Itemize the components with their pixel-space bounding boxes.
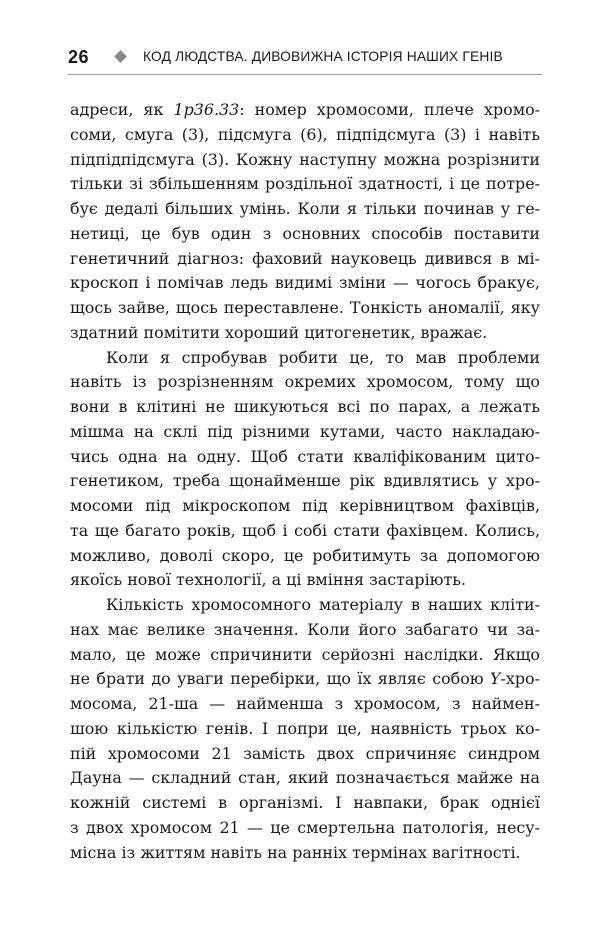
text-line: нах має велике значення. Коли його забагато чи за- [70,619,540,639]
text-line: бує дедалі більших умінь. Коли я тільки починав у ге- [70,199,540,218]
page-number: 26 [68,47,90,67]
text-line: здатний помітити хороший цитогенетик, вражає. [70,322,488,342]
text-line: Дауна — складний стан, який позначається майже на [70,768,540,788]
text-line: мішма на склі під різними кутами, часто накладаю- [70,421,540,441]
text-line: чись одна на одну. Щоб стати кваліфікованим цито- [70,446,540,466]
text-line: вони в клітині не шикуються всі по парах, а лежать [70,397,540,416]
body-text [70,98,540,865]
text-line: з двох хромосом 21 — це смертельна патологія, несу- [70,817,540,837]
text-line: генетиком, треба щонайменше рік вдивлятись у хро- [70,471,540,491]
text-line: щось зайве, щось переставлене. Тонкість аномалії, яку [70,298,540,317]
text-line: не брати до уваги перебірки, що їх являє собою Y-хро- [70,669,540,689]
paragraph [70,593,540,865]
text-line: можливо, доволі скоро, це робитимуть за допомогою [70,545,540,565]
text-line: тільки зі збільшенням роздільної здатності, і це потре- [70,174,540,194]
running-title: КОД ЛЮДСТВА. ДИВОВИЖНА ІСТОРІЯ НАШИХ ГЕНІВ [143,49,503,64]
text-line: соми, смуга (3), підсмуга (6), підпідсмуга (3) і навіть [70,124,540,144]
diamond-ornament-icon [114,50,127,63]
text-line: кожній системі в організмі. І навпаки, брак однієї [70,793,540,812]
text-line: Коли я спробував робити це, то мав проблеми [106,347,540,367]
header-rule [68,74,542,75]
text-line: нетиці, це був один з основних способів поставити [70,223,540,243]
text-line: підпідпідсмуга (3). Кожну наступну можна розрізнити [70,149,540,169]
text-line: Кількість хромосомного матеріалу в наших кліти- [106,595,540,614]
chromosome-locus: 1p36.33 [173,100,240,119]
text-line: мало, це може спричинити серйозні наслідки. Якщо [70,644,540,664]
text-line: мосоми під мікроскопом під керівництвом фахівців, [70,496,540,515]
text-line: шою кількістю генів. І попри це, наявність трьох ко- [70,718,540,738]
y-chromosome-letter: Y [490,669,501,689]
text-line: навіть із розрізненням окремих хромосом, тому що [70,372,540,392]
paragraph [70,98,540,346]
text-line: місна із життям навіть на ранніх термінах вагітності. [70,842,521,862]
text-line: якоїсь нової технології, а ці вміння застаріють. [70,570,466,590]
text-line: генетичний діагноз: фаховий науковець дивився в мі- [70,248,540,268]
text-line: пій хромосоми 21 замість двох спричиняє синдром [70,743,540,763]
paragraph [70,346,540,594]
text-line: адреси, як 1p36.33: номер хромосоми, плече хромо- [70,100,541,119]
text-line: кроскоп і помічав ледь видимі зміни — чогось бракує, [70,273,540,293]
text-line: мосома, 21-ша — найменша з хромосом, з наймен- [70,694,540,713]
text-line: та ще багато років, щоб і собі стати фахівцем. Колись, [70,520,540,540]
page-header [68,44,542,70]
